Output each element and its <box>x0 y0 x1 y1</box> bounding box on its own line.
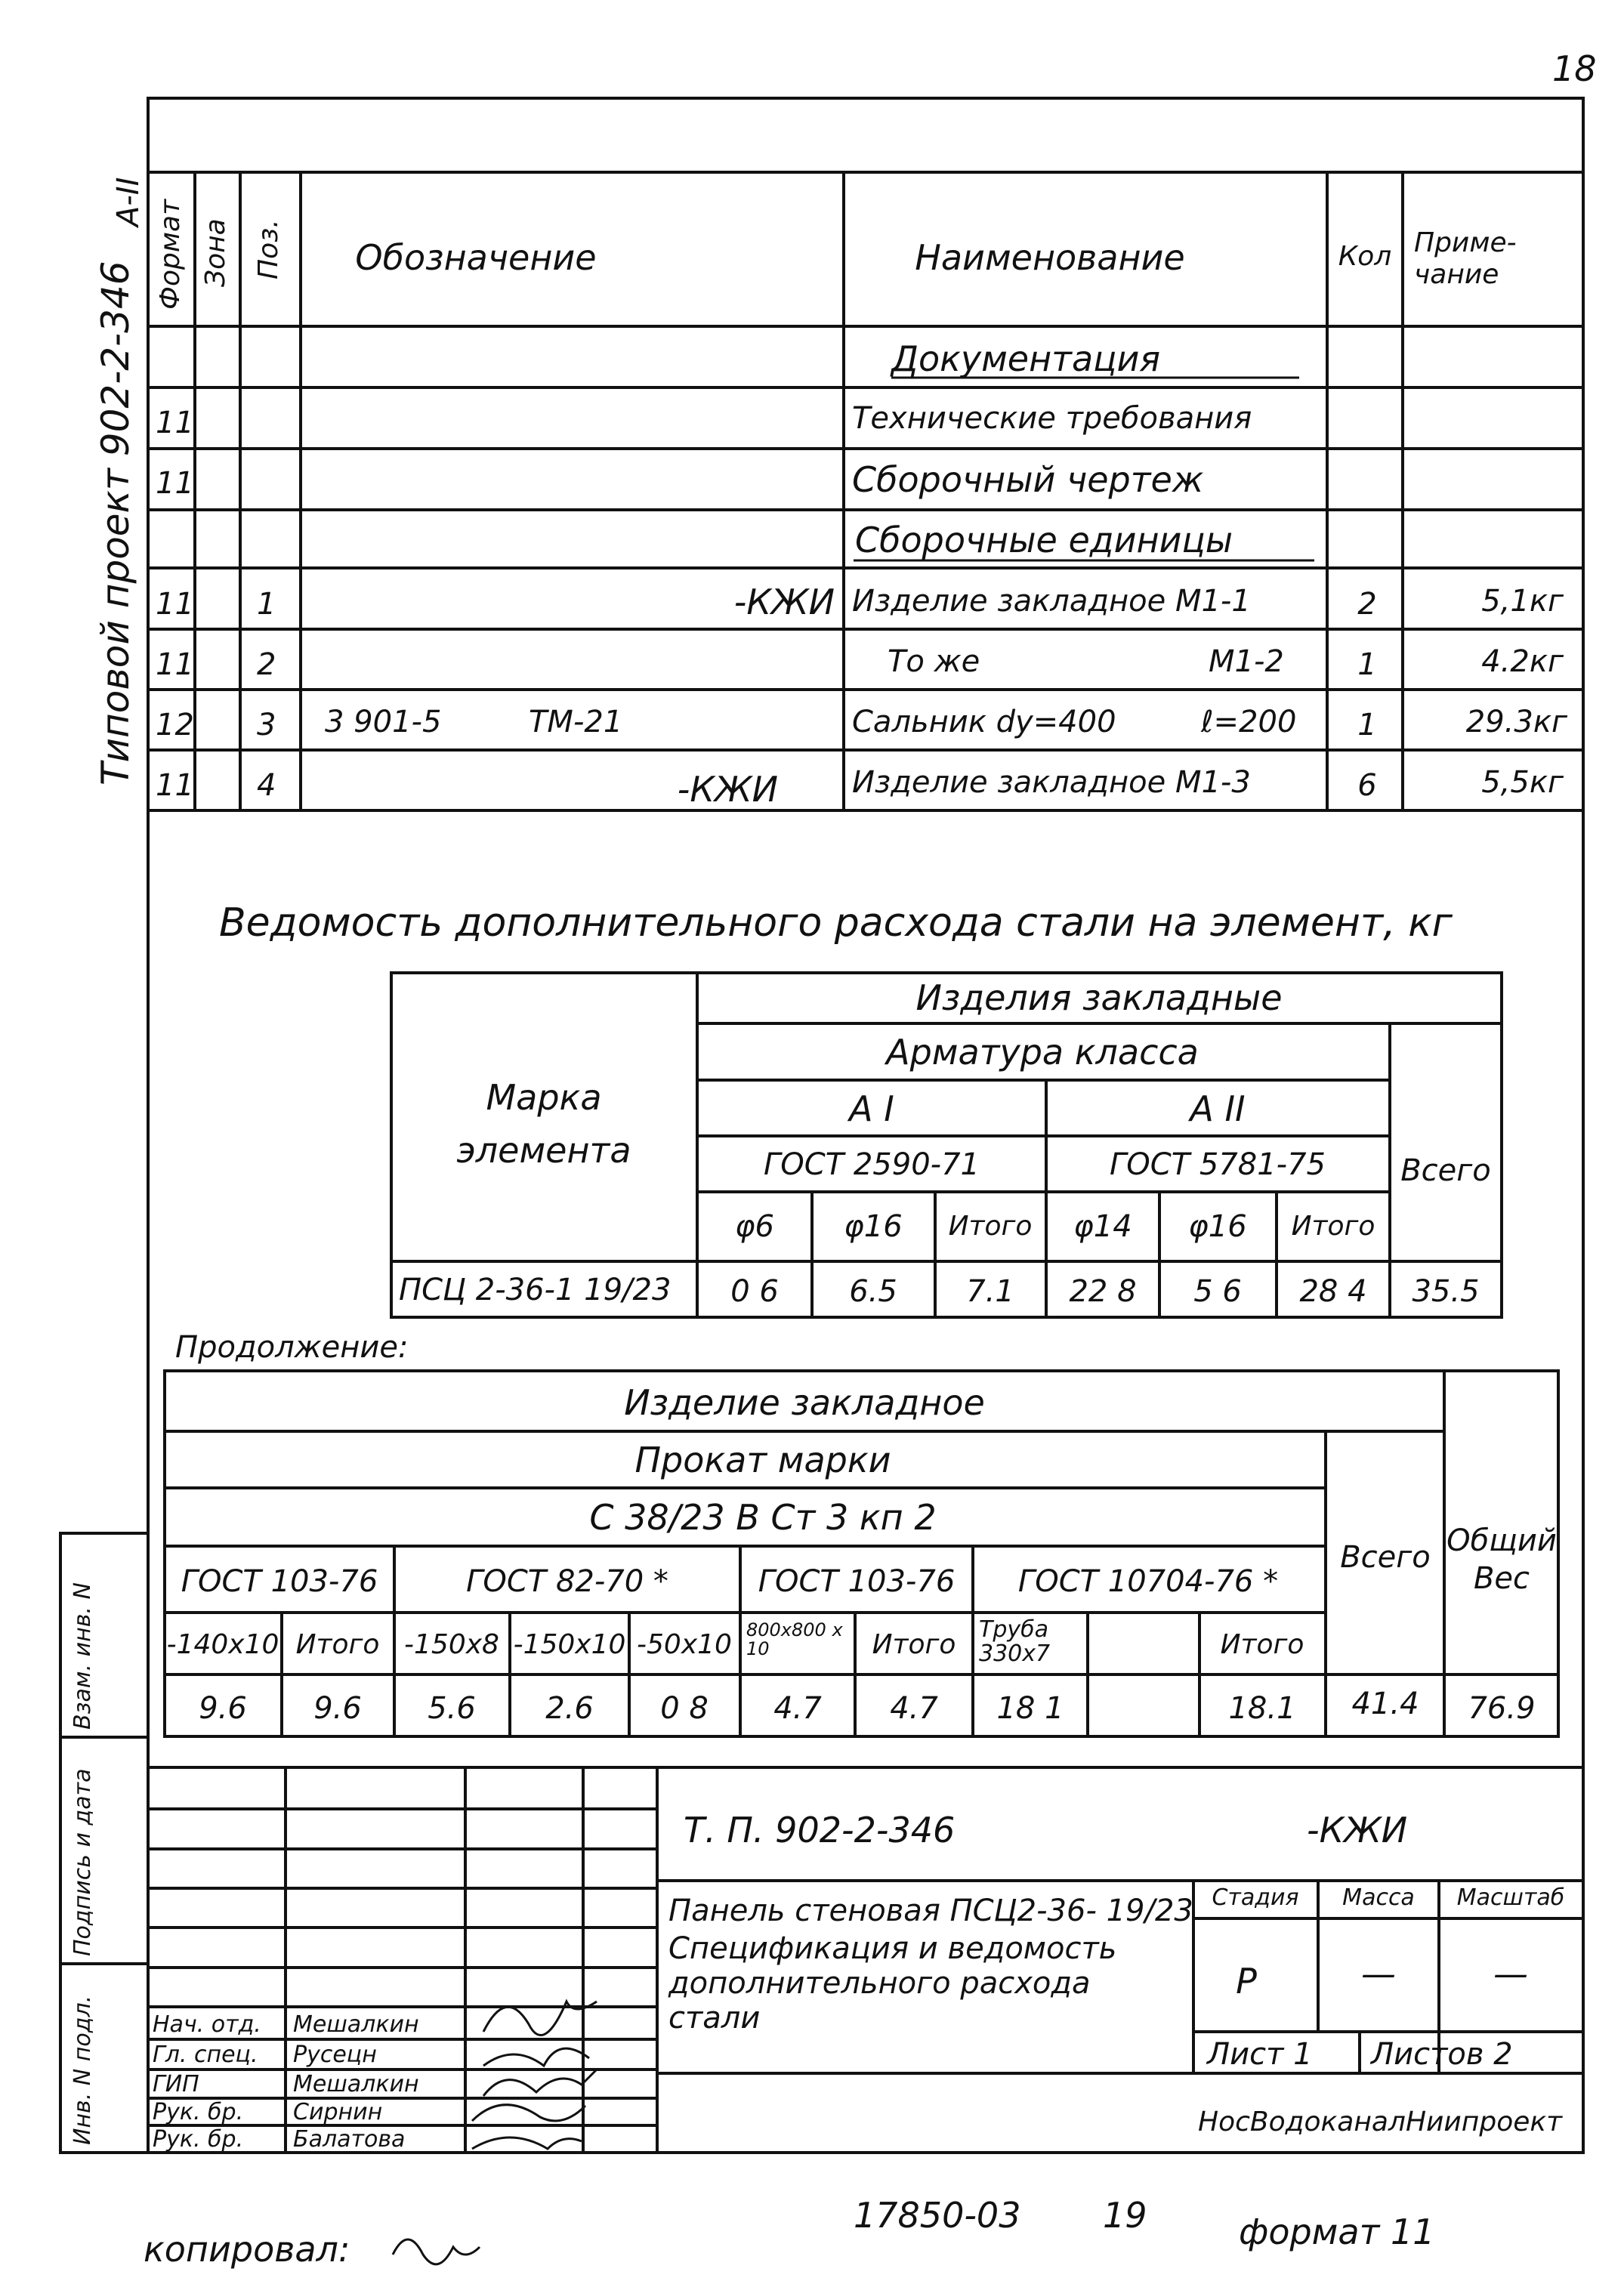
signature-2 <box>483 2048 589 2066</box>
spec-header-zone: Зона <box>200 218 231 287</box>
role-3-name: Мешалкин <box>293 2071 419 2097</box>
title-block-code: Т. П. 902-2-346 <box>684 1810 956 1850</box>
organization: НосВодоканалНиипроект <box>1198 2107 1563 2137</box>
spec-unit-3-designation: 3 901-5 <box>325 705 442 739</box>
cont-col-2: Итого <box>295 1629 380 1660</box>
footer-format: формат 11 <box>1239 2211 1435 2252</box>
spec-unit-3-pos: 3 <box>257 708 276 742</box>
spec-unit-3-name: Сальник dу=400 <box>852 705 1116 739</box>
spec-unit-4-designation: -КЖИ <box>677 769 778 810</box>
spec-unit-4-note: 5,5кг <box>1481 765 1564 800</box>
spec-unit-1-qty: 2 <box>1357 587 1377 622</box>
steel-val-phi16-a2: 5 6 <box>1193 1274 1242 1309</box>
title-line-4: стали <box>668 2001 761 2036</box>
steel-col-total-a2: Итого <box>1291 1211 1375 1242</box>
spec-unit-2-pos: 2 <box>257 647 276 682</box>
spec-header-note-line1: Приме- <box>1414 227 1517 258</box>
footer-sheet-no: 19 <box>1103 2195 1147 2236</box>
spec-unit-1-note: 5,1кг <box>1481 584 1564 619</box>
spec-header-format: Формат <box>155 199 186 310</box>
footer-copied: копировал: <box>144 2229 350 2270</box>
steel-class-a1: А I <box>849 1088 894 1129</box>
cont-weight-header-line2: Вес <box>1473 1561 1530 1596</box>
cont-val-10: 18.1 <box>1228 1691 1296 1726</box>
spec-unit-1-format: 11 <box>156 587 194 622</box>
title-block-code-suffix: -КЖИ <box>1307 1810 1408 1850</box>
signature-4 <box>472 2105 585 2121</box>
continuation-label: Продолжение: <box>175 1330 409 1365</box>
cont-col-7: Итого <box>872 1629 956 1660</box>
steel-val-total-a2: 28 4 <box>1299 1274 1367 1309</box>
spec-unit-2-qty: 1 <box>1357 647 1377 682</box>
steel-col-total-a1: Итого <box>948 1211 1033 1242</box>
sheets-total: Листов 2 <box>1371 2037 1513 2072</box>
spec-header-pos: Поз. <box>253 219 284 279</box>
cont-rolled-header: Прокат марки <box>634 1440 891 1480</box>
steel-col-phi14: φ14 <box>1073 1209 1132 1244</box>
steel-row-mark: ПСЦ 2-36-1 19/23 <box>399 1273 672 1307</box>
spec-doc-row-2-format: 11 <box>156 466 194 501</box>
spec-doc-row-1-format: 11 <box>156 406 194 440</box>
cont-total-header: Всего <box>1340 1540 1431 1575</box>
side-field-inv-podl: Инв. N подл. <box>69 1995 96 2145</box>
cont-gost-2: ГОСТ 82-70 * <box>466 1564 668 1599</box>
cont-val-1: 9.6 <box>199 1691 247 1726</box>
signature-3 <box>483 2069 597 2096</box>
spec-header-qty: Кол <box>1338 241 1392 272</box>
steel-mark-header-line2: элемента <box>456 1130 631 1171</box>
spec-unit-3-note: 29.3кг <box>1465 705 1567 739</box>
scale-label: Масштаб <box>1456 1884 1565 1911</box>
spec-header-name: Наименование <box>915 237 1185 278</box>
cont-val-6: 4.7 <box>773 1691 822 1726</box>
spec-unit-3-qty: 1 <box>1357 708 1377 742</box>
spec-section-docs: Документация <box>891 338 1161 379</box>
cont-val-7: 4.7 <box>890 1691 938 1726</box>
side-field-signature-date: Подпись и дата <box>69 1768 96 1956</box>
role-3: ГИП <box>153 2071 199 2097</box>
steel-col-phi16-a2: φ16 <box>1188 1209 1247 1244</box>
steel-total-header: Всего <box>1400 1153 1491 1188</box>
copier-signature <box>393 2239 480 2264</box>
spec-unit-3-format: 12 <box>156 708 194 742</box>
role-5: Рук. бр. <box>153 2126 244 2153</box>
steel-table-title: Ведомость дополнительного расхода стали на элемент, кг <box>219 900 1453 946</box>
steel-val-total: 35.5 <box>1412 1274 1480 1309</box>
spec-unit-2-note: 4.2кг <box>1481 644 1564 679</box>
steel-val-total-a1: 7.1 <box>966 1274 1014 1309</box>
role-2-name: Русецн <box>293 2042 377 2068</box>
page-number: 18 <box>1552 48 1597 89</box>
steel-col-phi6: φ6 <box>735 1209 774 1244</box>
cont-val-total: 41.4 <box>1351 1687 1419 1721</box>
cont-val-weight: 76.9 <box>1468 1691 1536 1726</box>
spec-unit-4-pos: 4 <box>257 768 276 803</box>
cont-val-8: 18 1 <box>996 1691 1064 1726</box>
cont-steel-grade: С 38/23 В Ст 3 кп 2 <box>589 1497 937 1538</box>
spec-unit-4-qty: 6 <box>1357 768 1377 803</box>
spec-header-designation: Обозначение <box>355 237 597 278</box>
spec-unit-1-name: Изделие закладное М1-1 <box>852 584 1251 619</box>
role-5-name: Балатова <box>293 2126 406 2153</box>
steel-val-phi14: 22 8 <box>1069 1274 1137 1309</box>
footer-number: 17850-03 <box>854 2195 1021 2236</box>
cont-val-5: 0 8 <box>660 1691 709 1726</box>
steel-class-a2: А II <box>1190 1088 1246 1129</box>
sheet-number: Лист 1 <box>1207 2037 1313 2072</box>
role-2: Гл. спец. <box>153 2042 258 2068</box>
spec-unit-3-mark: ℓ=200 <box>1201 705 1297 739</box>
steel-val-phi6: 0 6 <box>730 1274 779 1309</box>
spec-unit-2-mark: М1-2 <box>1209 644 1284 679</box>
steel-group-header: Изделия закладные <box>915 977 1283 1018</box>
cont-group-header: Изделие закладное <box>624 1382 985 1423</box>
cont-val-2: 9.6 <box>313 1691 362 1726</box>
spec-section-units: Сборочные единицы <box>855 520 1233 560</box>
role-4: Рук. бр. <box>153 2099 244 2125</box>
signature-5 <box>472 2137 582 2149</box>
steel-subgroup-header: Арматура класса <box>886 1032 1199 1073</box>
cont-col-6: 800x800 x 10 <box>746 1619 843 1660</box>
spec-unit-4-format: 11 <box>156 768 194 803</box>
spec-unit-1-designation: -КЖИ <box>733 582 835 622</box>
cont-col-8: Труба 330x7 <box>979 1616 1051 1667</box>
cont-val-4: 2.6 <box>545 1691 594 1726</box>
cont-weight-header-line1: Общий <box>1446 1523 1557 1558</box>
spec-unit-2-name: То же <box>888 644 980 679</box>
cont-val-3: 5.6 <box>428 1691 476 1726</box>
title-line-3: дополнительного расхода <box>668 1966 1091 2001</box>
cont-gost-3: ГОСТ 103-76 <box>758 1564 956 1599</box>
cont-col-3: -150x8 <box>404 1629 499 1660</box>
mass-label: Масса <box>1342 1884 1415 1911</box>
steel-val-phi16-a1: 6.5 <box>849 1274 897 1309</box>
spec-unit-3-designation-b: ТМ-21 <box>529 705 623 739</box>
spec-unit-4-name: Изделие закладное М1-3 <box>852 765 1251 800</box>
spec-unit-1-pos: 1 <box>257 587 276 622</box>
side-field-vzam-inv: Взам. инв. N <box>69 1582 96 1730</box>
steel-mark-header-line1: Марка <box>486 1077 602 1118</box>
mass-value: — <box>1361 1953 1396 1994</box>
role-4-name: Сирнин <box>293 2099 383 2125</box>
steel-gost-a1: ГОСТ 2590-71 <box>764 1147 980 1182</box>
steel-col-phi16-a1: φ16 <box>844 1209 903 1244</box>
steel-gost-a2: ГОСТ 5781-75 <box>1110 1147 1326 1182</box>
title-line-1: Панель стеновая ПСЦ2-36- 19/23 <box>668 1894 1193 1928</box>
cont-gost-1: ГОСТ 103-76 <box>181 1564 378 1599</box>
title-line-2: Спецификация и ведомость <box>668 1931 1117 1966</box>
album-code-vertical: А-II <box>111 177 146 227</box>
role-1: Нач. отд. <box>153 2011 261 2038</box>
scale-value: — <box>1493 1953 1528 1994</box>
cont-gost-4: ГОСТ 10704-76 * <box>1017 1564 1279 1599</box>
stage-label: Стадия <box>1212 1884 1299 1911</box>
spec-doc-row-1-name: Технические требования <box>852 401 1252 436</box>
spec-unit-2-format: 11 <box>156 647 194 682</box>
cont-col-1: -140x10 <box>166 1629 279 1660</box>
spec-header-note-line2: чание <box>1414 259 1499 290</box>
stage-value: Р <box>1236 1961 1257 2002</box>
cont-col-4: -150x10 <box>513 1629 626 1660</box>
project-code-vertical: Типовой проект 902-2-346 <box>94 261 137 786</box>
role-1-name: Мешалкин <box>293 2011 419 2038</box>
spec-doc-row-2-name: Сборочный чертеж <box>852 459 1204 500</box>
cont-col-5: -50x10 <box>637 1629 732 1660</box>
cont-col-10: Итого <box>1220 1629 1304 1660</box>
